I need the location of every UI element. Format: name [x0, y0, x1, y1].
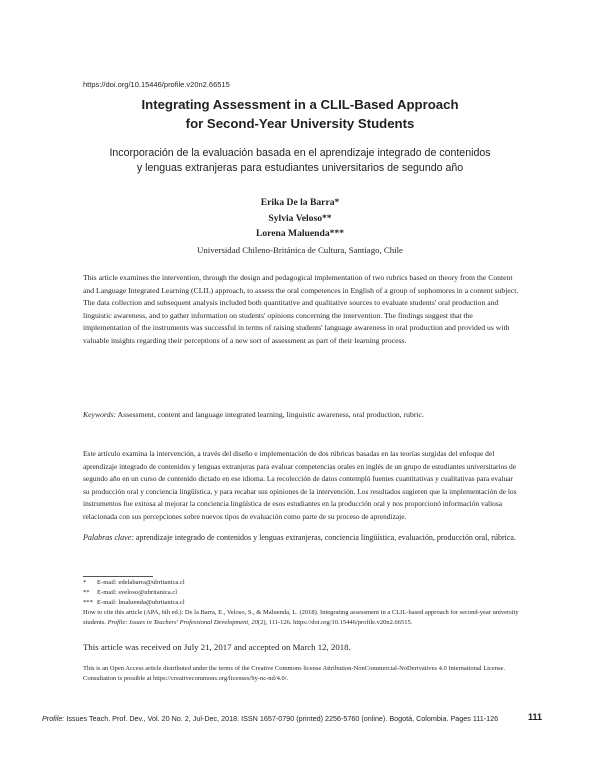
footer-text: Issues Teach. Prof. Dev., Vol. 20 No. 2, Jul-Dec, 2018. ISSN 1657-0790 (printed) 2256-5760 (online). Bogotá, Colombia. Pages 111-126 [64, 714, 499, 723]
abstract-english-text: This article examines the intervention, through the design and pedagogical implementation of two rubrics based on theory from the Content and Language Integrated Learning (CLIL) approach, to assess the oral competences in English of a group of sophomores in a content subject. The data collection and subsequent analysis included both quantitative and qualitative sources to evaluate students' oral production and linguistic awareness, and to gather information on students' opinions concerning the intervention. The findings suggest that the implementation of the instruments was successful in terms of raising students' language awareness in oral production and provided us with valuable insights regarding their perceptions of a new sort of assessment as part of their learning process. [83, 273, 519, 345]
affiliation: Universidad Chileno-Británica de Cultura, Santiago, Chile [197, 244, 403, 255]
received-note: This article was received on July 21, 2017 and accepted on March 12, 2018. [83, 642, 351, 652]
keywords-spanish [83, 532, 519, 544]
footer-journal: Profile: [42, 714, 65, 723]
citation-pages[interactable]: (2), 111-126. https://doi.org/10.15446/profile.v20n2.66515. [257, 618, 413, 626]
keywords-english [83, 409, 519, 422]
author-name: Sylvia Veloso** [268, 212, 332, 224]
article-title [60, 95, 540, 133]
citation-journal: Profile: Issues in Teachers' Professional Development, 20 [107, 618, 258, 626]
page-footer [42, 714, 562, 723]
footnote [83, 578, 519, 588]
doi-link[interactable]: https://doi.org/10.15446/profile.v20n2.66515 [83, 80, 230, 89]
abstract-spanish [83, 448, 519, 524]
citation-text: How to cite this article (APA, 6th ed.): De la Barra, E., Veloso, S., & Maluenda, L. (2018). Integrating assessment in a CLIL-based approach for second-year university students. [83, 609, 519, 626]
title-line-2: for Second-Year University Students [185, 116, 415, 131]
title-line-1: Integrating Assessment in a CLIL-Based Approach [141, 97, 459, 112]
license-note: This is an Open Access article distributed under the terms of the Creative Commons license Attribution-NonCommercial-NoDerivatives 4.0 International License. Consultation is possible at https://creativecommons.org/licenses/by-nc-nd/4.0/. [83, 665, 506, 682]
subtitle-line-1: Incorporación de la evaluación basada en el aprendizaje integrado de contenidos [109, 147, 491, 159]
author-name: Lorena Maluenda*** [255, 228, 345, 239]
article-subtitle [60, 146, 540, 176]
keywords-text: Assessment, content and language integrated learning, linguistic awareness, oral production, rubric. [117, 410, 424, 419]
author-block [60, 195, 540, 258]
footnote [83, 588, 519, 598]
footnote-email[interactable]: E-mail: sveloso@ubritanica.cl [97, 588, 178, 596]
footnote-email[interactable]: E-mail: lmaluenda@ubritanica.cl [97, 598, 185, 606]
keywords-spanish-label: Palabras clave: [83, 533, 134, 542]
abstract-english [83, 272, 519, 348]
footnote-mark: *** [83, 598, 93, 606]
footnote-email[interactable]: E-mail: edelabarra@ubritanica.cl [97, 579, 185, 586]
abstract-spanish-text: Este artículo examina la intervención, a través del diseño e implementación de dos rúbricas basadas en las teorías surgidas del enfoque del aprendizaje integrado de contenidos y lenguas extranjeras para evaluar competencias orales en inglés de un grupo de estudiantes universitarios de segundo año en un curso de contenido dictado en ese idioma. La recolección de datos contempló fuentes cuantitativas y cualitativas para evaluar su producción oral y conciencia lingüística, y para recabar sus opiniones de la intervención. Los resultados sugieren que la implementación de los instrumentos fue exitosa al mejorar la conciencia lingüística de esos estudiantes en la producción oral y nos proporcionó información valiosa relacionada con sus percepciones sobre nuevos tipos de evaluación como parte de su proceso de aprendizaje. [83, 449, 517, 521]
footnote-mark: ** [83, 588, 90, 596]
keywords-label: Keywords: [83, 410, 117, 419]
footnote-divider [83, 576, 153, 577]
footnote [83, 598, 519, 608]
footnotes [83, 578, 519, 607]
author-name: Erika De la Barra* [260, 197, 340, 208]
page-number: 111 [528, 712, 543, 722]
citation-note [83, 608, 519, 628]
footnote-mark: * [83, 579, 87, 586]
subtitle-line-2: y lenguas extranjeras para estudiantes universitarios de segundo año [136, 162, 464, 174]
keywords-spanish-text: aprendizaje integrado de contenidos y lenguas extranjeras, conciencia lingüística, evaluación, producción oral, rúbrica. [135, 533, 516, 542]
